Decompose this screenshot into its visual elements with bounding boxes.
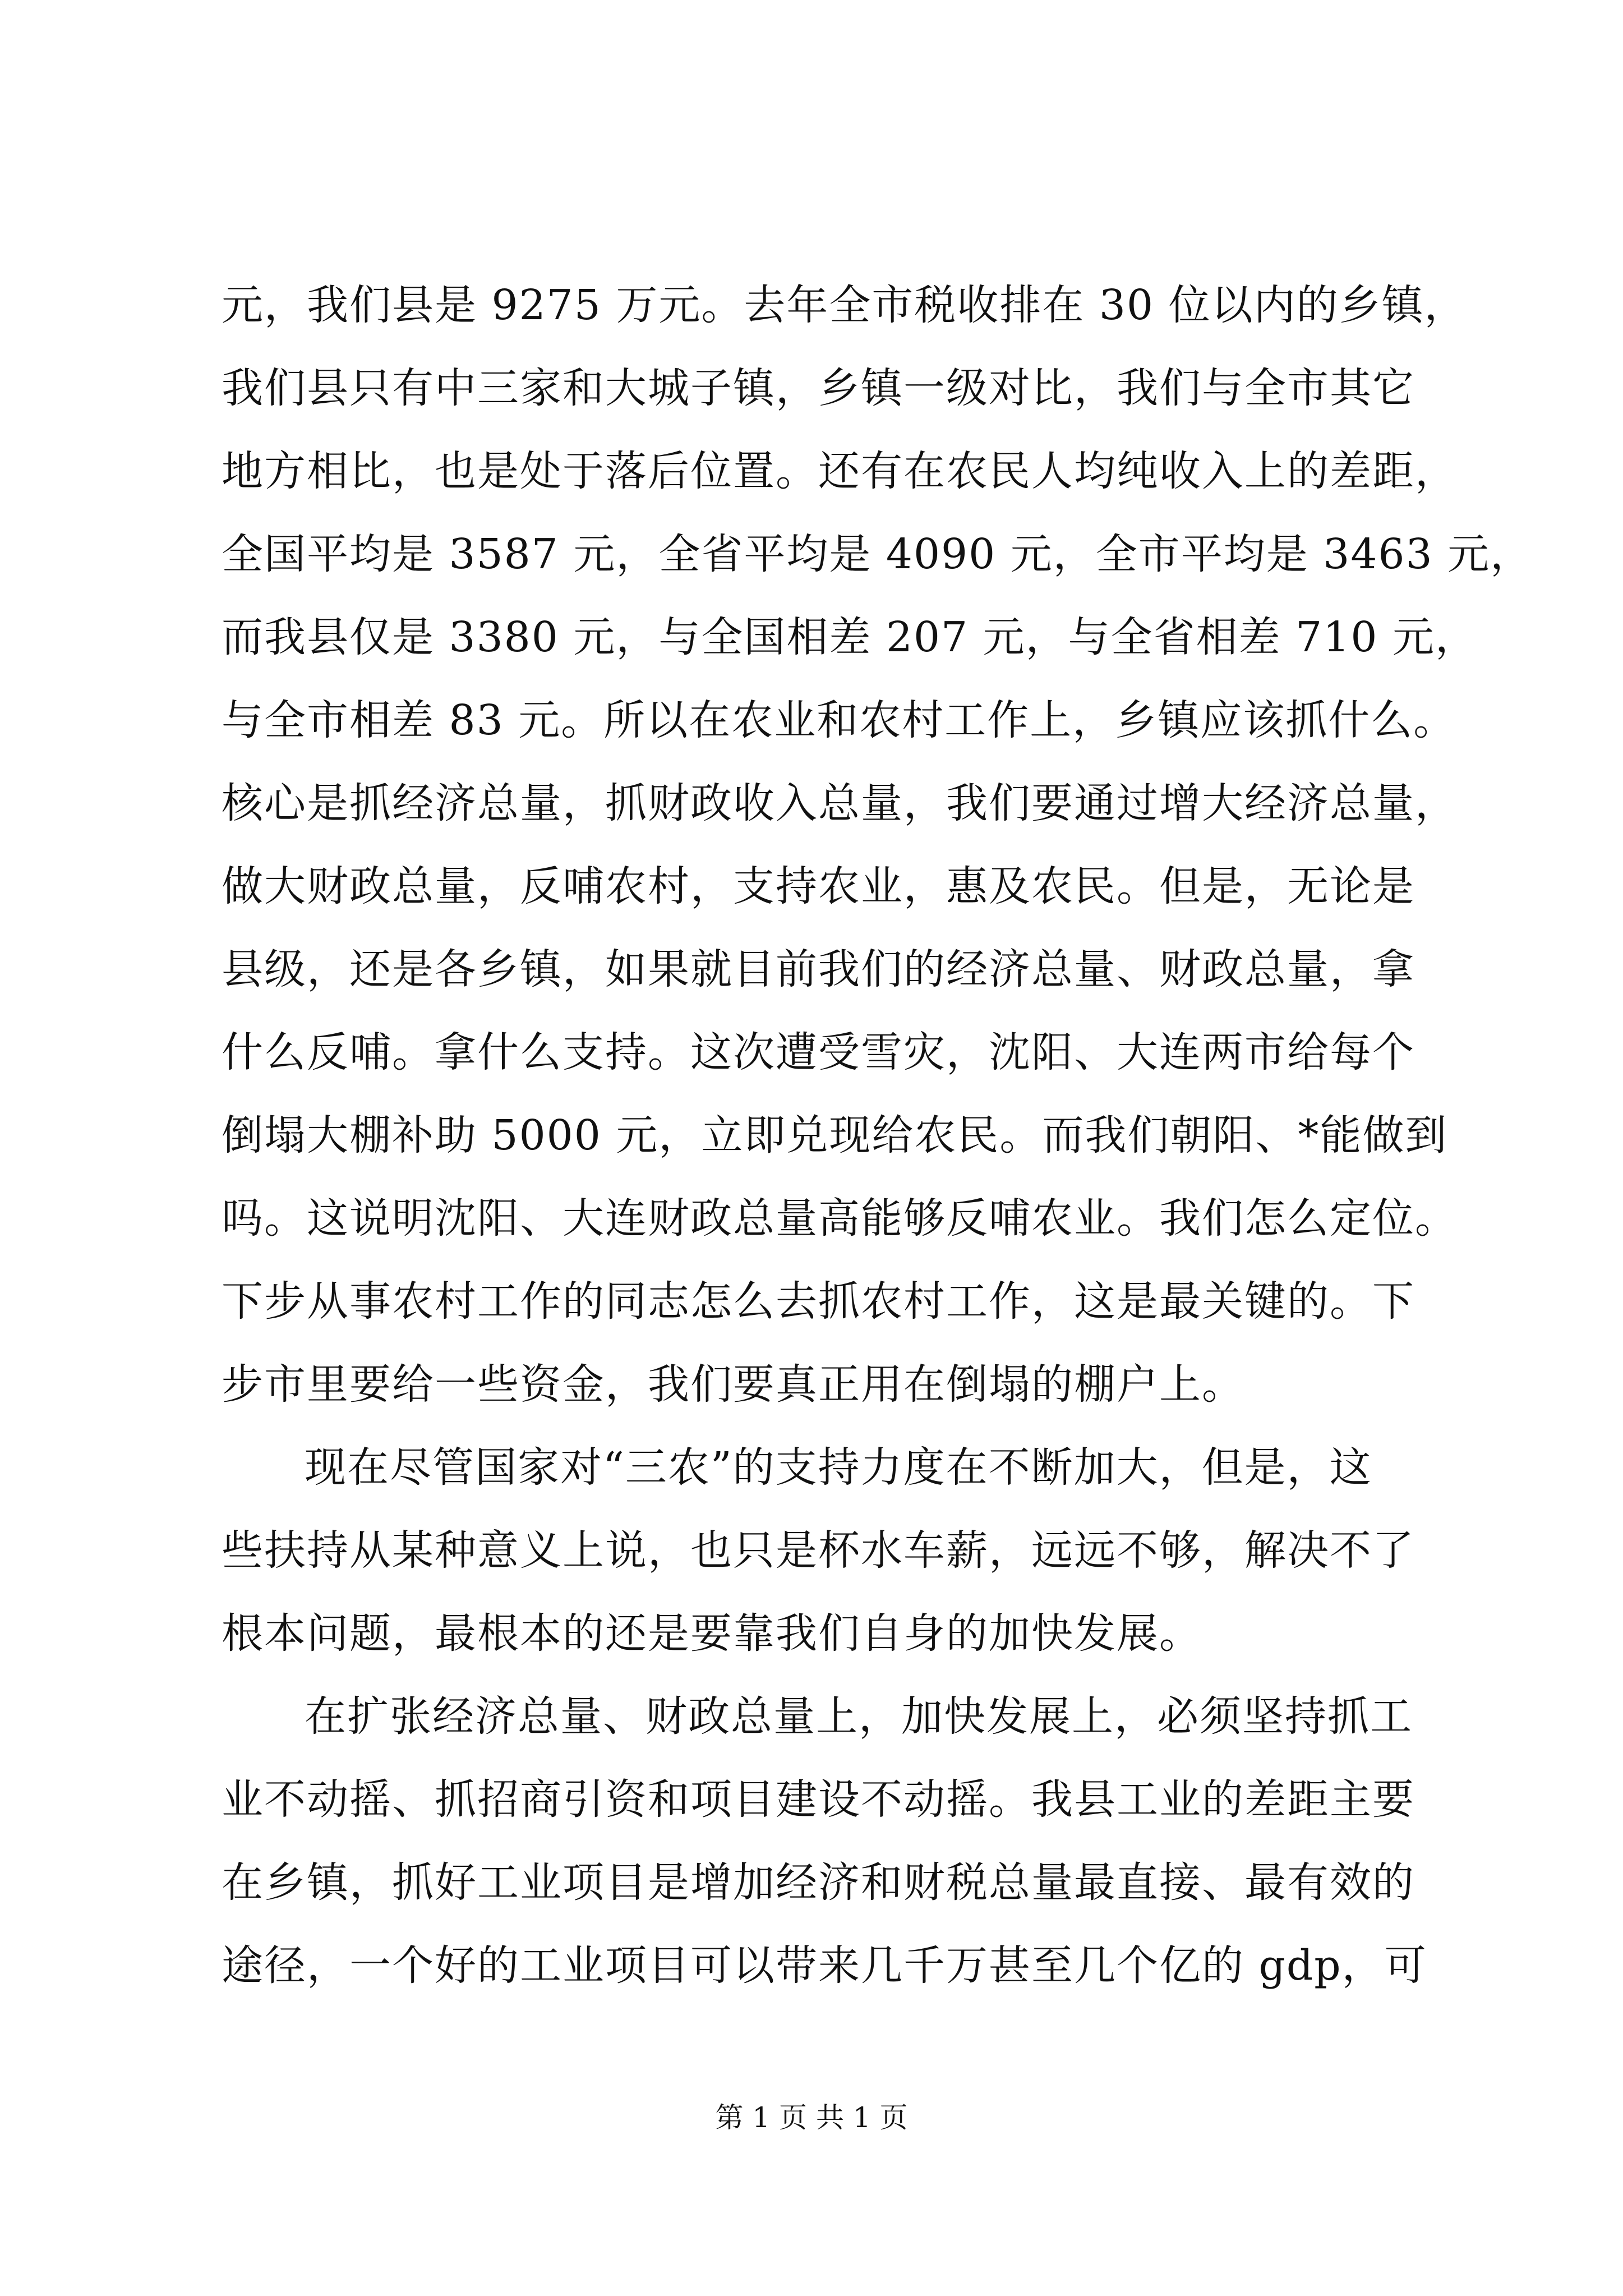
text-line: 步市里要给一些资金，我们要真正用在倒塌的棚户上。	[222, 1360, 1244, 1409]
body-text	[222, 264, 1533, 2007]
paragraph-start-line: 现在尽管国家对“三农”的支持力度在不断加大，但是，这	[305, 1443, 1372, 1492]
text-line: 县级，还是各乡镇，如果就目前我们的经济总量、财政总量，拿	[222, 945, 1415, 993]
text-line: 地方相比，也是处于落后位置。还有在农民人均纯收入上的差距，	[222, 447, 1458, 495]
text-line: 吗。这说明沈阳、大连财政总量高能够反哺农业。我们怎么定位。	[222, 1194, 1458, 1243]
paragraph-start-line: 在扩张经济总量、财政总量上，加快发展上，必须坚持抓工	[305, 1692, 1413, 1741]
text-line: 倒塌大棚补助 5000 元，立即兑现给农民。而我们朝阳、*能做到	[222, 1111, 1448, 1159]
text-line: 途径，一个好的工业项目可以带来几千万甚至几个亿的 gdp，可	[222, 1941, 1427, 1990]
text-line: 而我县仅是 3380 元，与全国相差 207 元，与全省相差 710 元，	[222, 613, 1478, 661]
page-footer: 第 1 页 共 1 页	[715, 2101, 908, 2134]
text-line: 业不动摇、抓招商引资和项目建设不动摇。我县工业的差距主要	[222, 1775, 1415, 1824]
text-line: 与全市相差 83 元。所以在农业和农村工作上，乡镇应该抓什么。	[222, 696, 1456, 744]
text-line: 我们县只有中三家和大城子镇，乡镇一级对比，我们与全市其它	[222, 364, 1415, 412]
text-line: 什么反哺。拿什么支持。这次遭受雪灾，沈阳、大连两市给每个	[222, 1028, 1415, 1076]
text-line: 全国平均是 3587 元，全省平均是 4090 元，全市平均是 3463 元，	[222, 530, 1533, 578]
text-line: 下步从事农村工作的同志怎么去抓农村工作，这是最关键的。下	[222, 1277, 1415, 1326]
text-line: 核心是抓经济总量，抓财政收入总量，我们要通过增大经济总量，	[222, 779, 1458, 827]
text-line: 做大财政总量，反哺农村，支持农业，惠及农民。但是，无论是	[222, 862, 1415, 910]
text-line: 根本问题，最根本的还是要靠我们自身的加快发展。	[222, 1609, 1202, 1658]
text-line: 在乡镇，抓好工业项目是增加经济和财税总量最直接、最有效的	[222, 1858, 1415, 1907]
text-line: 些扶持从某种意义上说，也只是杯水车薪，远远不够，解决不了	[222, 1526, 1415, 1575]
text-line: 元，我们县是 9275 万元。去年全市税收排在 30 位以内的乡镇，	[222, 281, 1467, 329]
